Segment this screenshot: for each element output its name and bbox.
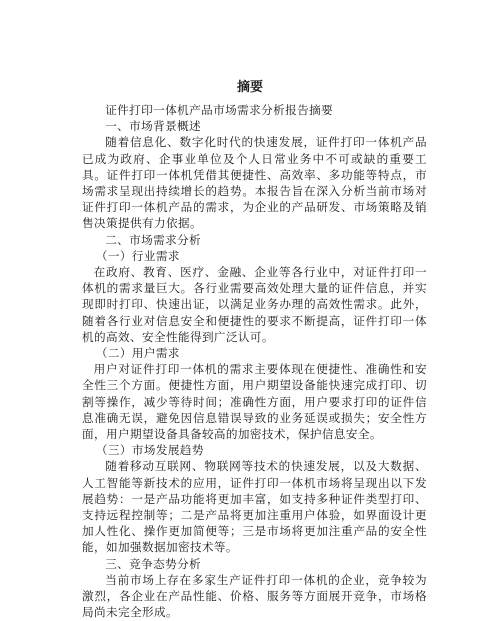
report-heading: 证件打印一体机产品市场需求分析报告摘要 (105, 103, 334, 117)
paragraph-market-trend: 随着移动互联网、物联网等技术的快速发展，以及大数据、人工智能等新技术的应用，证件打印一体机市场将呈现出以下发展趋势：一是产品功能将更加丰富，如支持多种证件类型打印、支持远程控制等；二是产品将更加注重用户体验，如界面设计更加人性化、操作更加简便等；三是市场将更加注重产品的安全性能，如加强数据加密技术等。 (82, 459, 427, 555)
paragraph-competition: 当前市场上存在多家生产证件打印一体机的企业，竞争较为激烈，各企业在产品性能、价格、服务等方面展开竞争，市场格局尚未完全形成。 (82, 572, 427, 620)
subheading-user-demand: （二）用户需求 (95, 346, 180, 361)
section-heading-demand-analysis: 二、市场需求分析 (105, 232, 202, 247)
document-body (82, 102, 427, 621)
paragraph-market-background: 随着信息化、数字化时代的快速发展，证件打印一体机产品已成为政府、企事业单位及个人日常业务中不可或缺的重要工具。证件打印一体机凭借其便捷性、高效率、多功能等特点，市场需求呈现出持续增长的趋势。本报告旨在深入分析当前市场对证件打印一体机产品的需求，为企业的产品研发、市场策略及销售决策提供有力依据。 (82, 135, 427, 231)
subheading-industry-demand: （一）行业需求 (95, 248, 180, 263)
page-title: 摘要 (236, 80, 263, 95)
paragraph-industry-demand: 在政府、教育、医疗、金融、企业等各行业中，对证件打印一体机的需求量巨大。各行业需要高效处理大量的证件信息，并实现即时打印、快速出证，以满足业务办理的高效性需求。此外，随着各行业对信息安全和便捷性的要求不断提高，证件打印一体机的高效、安全性能得到广泛认可。 (82, 265, 427, 344)
section-heading-market-background: 一、市场背景概述 (105, 119, 202, 134)
subheading-market-trend: （三）市场发展趋势 (95, 443, 204, 458)
section-heading-competition: 三、竞争态势分析 (105, 556, 202, 571)
paragraph-user-demand: 用户对证件打印一体机的需求主要体现在便捷性、准确性和安全性三个方面。便捷性方面，用户期望设备能快速完成打印、切割等操作，减少等待时间；准确性方面，用户要求打印的证件信息准确无误，避免因信息错误导致的业务延误或损失；安全性方面，用户期望设备具备较高的加密技术，保护信息安全。 (82, 362, 427, 442)
